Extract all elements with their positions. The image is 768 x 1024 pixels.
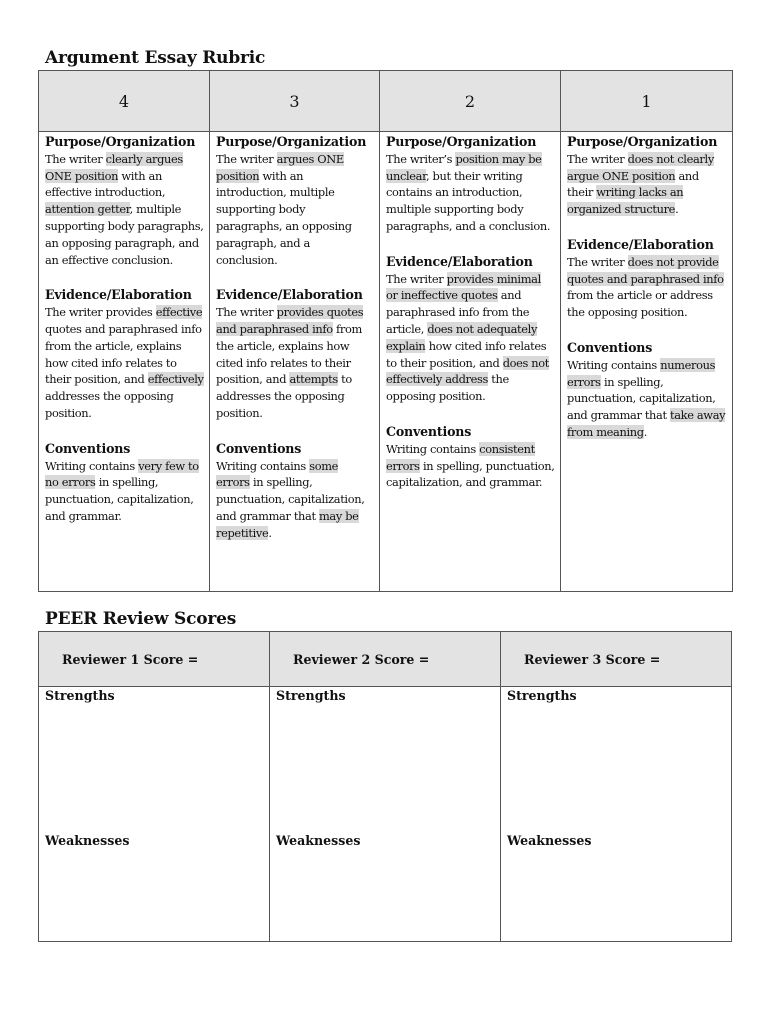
description-text: with an introduction, multiple supporting body paragraphs, an opposing paragraph, and a conclusion. bbox=[216, 168, 352, 267]
criterion-section bbox=[567, 237, 727, 321]
description-text: in spelling, punctuation, capitalization, and grammar that bbox=[216, 475, 365, 523]
rubric-title: Argument Essay Rubric bbox=[45, 48, 266, 68]
rubric-cell-text bbox=[216, 134, 374, 542]
description-text: The writer’s bbox=[386, 151, 456, 166]
description-text: Writing contains bbox=[45, 458, 139, 473]
highlighted-phrase: effective bbox=[155, 305, 203, 320]
description-text: Writing contains bbox=[567, 357, 661, 372]
reviewer-2-score-header: Reviewer 2 Score = bbox=[270, 632, 501, 687]
highlighted-phrase: take away from meaning bbox=[567, 408, 726, 439]
strengths-label: Strengths bbox=[45, 688, 115, 703]
criterion-section bbox=[386, 424, 555, 491]
strengths-label: Strengths bbox=[276, 688, 346, 703]
criterion-description bbox=[386, 272, 549, 404]
highlighted-phrase: some errors bbox=[216, 458, 339, 490]
peer-review-table bbox=[38, 631, 732, 942]
highlighted-phrase: consistent errors bbox=[386, 441, 535, 473]
reviewer-1-feedback-cell[interactable] bbox=[39, 687, 270, 942]
rubric-cell-text bbox=[567, 134, 727, 441]
criterion-section bbox=[45, 287, 204, 421]
highlighted-phrase: clearly argues ONE position bbox=[45, 151, 183, 183]
rubric-cell-score-3 bbox=[210, 132, 380, 592]
criterion-section bbox=[216, 134, 374, 268]
criterion-heading: Purpose/Organization bbox=[45, 134, 196, 149]
rubric-cell-text bbox=[45, 134, 204, 525]
highlighted-phrase: very few to no errors bbox=[45, 458, 199, 490]
highlighted-phrase: does not provide quotes and paraphrased info bbox=[567, 254, 724, 286]
criterion-section bbox=[45, 441, 204, 525]
description-text: The writer bbox=[45, 151, 106, 166]
highlighted-phrase: provides quotes and paraphrased info bbox=[216, 305, 364, 336]
weaknesses-label: Weaknesses bbox=[507, 833, 592, 848]
rubric-header-row bbox=[39, 71, 733, 132]
rubric-body-row bbox=[39, 132, 733, 592]
criterion-description bbox=[386, 152, 550, 233]
rubric-cell-text bbox=[386, 134, 555, 491]
rubric-cell-score-4 bbox=[39, 132, 210, 592]
description-text: The writer bbox=[386, 271, 447, 286]
highlighted-phrase: provides minimal or ineffective quotes bbox=[386, 271, 541, 303]
description-text: in spelling, punctuation, capitalization, and grammar. bbox=[386, 458, 555, 490]
description-text: quotes and paraphrased info from the article, explains how cited info relates to their position, and bbox=[45, 321, 202, 387]
criterion-section bbox=[216, 287, 374, 421]
highlighted-phrase: numerous errors bbox=[567, 357, 716, 389]
peer-review-title: PEER Review Scores bbox=[45, 609, 237, 629]
criterion-heading: Purpose/Organization bbox=[386, 134, 537, 149]
peer-header-row bbox=[39, 632, 732, 687]
criterion-description bbox=[216, 305, 363, 420]
description-text: and paraphrased info from the article, bbox=[386, 288, 530, 336]
description-text: The writer bbox=[216, 305, 277, 320]
criterion-heading: Conventions bbox=[567, 339, 653, 355]
criterion-description bbox=[45, 305, 204, 420]
description-text: from the article or address the opposing position. bbox=[567, 288, 713, 320]
criterion-section bbox=[567, 134, 727, 218]
description-text: The writer provides bbox=[45, 305, 156, 320]
peer-body-row bbox=[39, 687, 732, 942]
criterion-description bbox=[386, 442, 555, 490]
highlighted-phrase: does not effectively address bbox=[386, 355, 550, 387]
criterion-heading: Evidence/Elaboration bbox=[216, 287, 363, 303]
description-text: with an effective introduction, bbox=[45, 168, 166, 200]
description-text: The writer bbox=[567, 254, 628, 269]
criterion-description bbox=[216, 152, 352, 267]
rubric-cell-score-2 bbox=[380, 132, 561, 592]
reviewer-1-score-header: Reviewer 1 Score = bbox=[39, 632, 270, 687]
score-header-3: 3 bbox=[210, 71, 380, 132]
rubric-table bbox=[38, 70, 733, 592]
criterion-description bbox=[216, 459, 365, 540]
criterion-heading: Evidence/Elaboration bbox=[45, 287, 192, 303]
highlighted-phrase: may be repetitive bbox=[216, 508, 359, 540]
highlighted-phrase: does not clearly argue ONE position bbox=[567, 151, 714, 183]
highlighted-phrase: argues ONE position bbox=[216, 151, 344, 183]
rubric-cell-score-1 bbox=[561, 132, 733, 592]
score-header-4: 4 bbox=[39, 71, 210, 132]
highlighted-phrase: writing lacks an organized structure bbox=[567, 185, 684, 217]
description-text: . bbox=[268, 525, 272, 540]
reviewer-2-feedback-cell[interactable] bbox=[270, 687, 501, 942]
criterion-heading: Conventions bbox=[216, 440, 302, 456]
highlighted-phrase: does not adequately explain bbox=[386, 321, 538, 353]
criterion-heading: Conventions bbox=[45, 440, 131, 456]
weaknesses-label: Weaknesses bbox=[276, 833, 361, 848]
description-text: to addresses the opposing position. bbox=[216, 372, 352, 420]
criterion-description bbox=[567, 358, 725, 439]
highlighted-phrase: attention getter bbox=[45, 202, 130, 217]
description-text: . bbox=[643, 424, 647, 439]
criterion-description bbox=[45, 459, 199, 523]
criterion-section bbox=[216, 441, 374, 542]
description-text: Writing contains bbox=[216, 458, 310, 473]
description-text: in spelling, punctuation, capitalization, and grammar. bbox=[45, 475, 194, 523]
description-text: , but their writing contains an introduction, multiple supporting body paragraphs, and a conclusion. bbox=[386, 168, 551, 233]
description-text: The writer bbox=[567, 151, 628, 166]
weaknesses-label: Weaknesses bbox=[45, 833, 130, 848]
strengths-label: Strengths bbox=[507, 688, 577, 703]
criterion-description bbox=[45, 152, 204, 267]
description-text: how cited info relates to their position, and bbox=[386, 338, 547, 370]
criterion-heading: Conventions bbox=[386, 423, 472, 439]
description-text: from the article, explains how cited info relates to their position, and bbox=[216, 321, 362, 387]
description-text: . bbox=[675, 202, 679, 217]
reviewer-3-score-header: Reviewer 3 Score = bbox=[501, 632, 732, 687]
criterion-description bbox=[567, 152, 714, 216]
description-text: addresses the opposing position. bbox=[45, 389, 174, 420]
score-header-2: 2 bbox=[380, 71, 561, 132]
highlighted-phrase: effectively bbox=[147, 372, 204, 387]
highlighted-phrase: position may be unclear bbox=[386, 151, 542, 183]
reviewer-3-feedback-cell[interactable] bbox=[501, 687, 732, 942]
criterion-heading: Purpose/Organization bbox=[216, 134, 367, 149]
criterion-description bbox=[567, 255, 724, 319]
criterion-section bbox=[567, 340, 727, 441]
description-text: The writer bbox=[216, 151, 277, 166]
description-text: , multiple supporting body paragraphs, an opposing paragraph, and an effective conclusion. bbox=[45, 202, 204, 267]
criterion-section bbox=[386, 254, 555, 405]
highlighted-phrase: attempts bbox=[289, 372, 338, 387]
description-text: and their bbox=[567, 168, 699, 200]
score-header-1: 1 bbox=[561, 71, 733, 132]
description-text: the opposing position. bbox=[386, 372, 509, 404]
criterion-heading: Evidence/Elaboration bbox=[567, 236, 714, 252]
description-text: Writing contains bbox=[386, 441, 480, 456]
criterion-section bbox=[386, 134, 555, 235]
description-text: in spelling, punctuation, capitalization, and grammar that bbox=[567, 374, 716, 423]
criterion-heading: Evidence/Elaboration bbox=[386, 253, 533, 269]
criterion-heading: Purpose/Organization bbox=[567, 134, 718, 149]
criterion-section bbox=[45, 134, 204, 268]
